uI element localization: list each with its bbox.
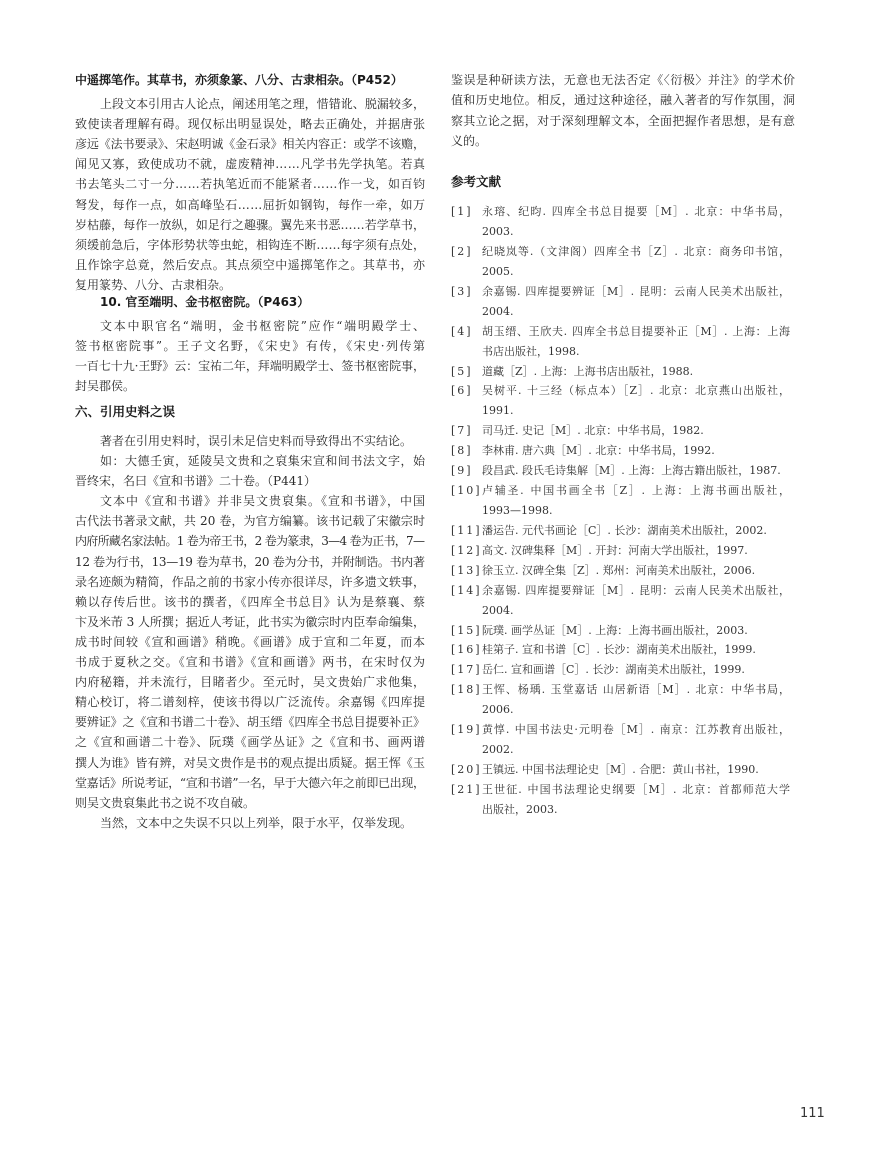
- text-line: 撰人为谁》皆有辨，对吴文贵作是书的观点提出质疑。据王恽《玉: [75, 755, 426, 770]
- text-line: 弩发，每作一点，如高峰坠石……屈折如钢钩，每作一牵，如万: [75, 197, 426, 212]
- reference-item: [451, 242, 795, 282]
- right-column: [451, 70, 795, 820]
- reference-item: [451, 461, 795, 481]
- reference-text-line: 2006.: [482, 703, 514, 717]
- reference-number: [14]: [451, 583, 482, 597]
- text-line: 闻见又寡，致使成功不就，虚废精神……凡学书先学执笔。若真: [75, 157, 426, 172]
- page-number: 111: [800, 1106, 825, 1121]
- reference-item: [451, 362, 795, 382]
- reference-number: [20]: [451, 763, 482, 776]
- text-line: 察其立论之据，对于深刻理解文本，全面把握作者思想，是有意: [451, 113, 796, 128]
- text-line: 内府所藏名家法帖。1 卷为帝王书，2 卷为篆隶，3—4 卷为正书，7—: [75, 534, 425, 549]
- reference-item: [451, 680, 795, 720]
- commentary-paragraph: [75, 94, 425, 295]
- reference-item: [451, 561, 795, 581]
- text-line: 一百七十九·王野》云：宝祐二年，拜端明殿学士、签书枢密院事，: [75, 359, 425, 374]
- conclusion-paragraph: [451, 70, 795, 151]
- text-line: 义的。: [451, 133, 488, 148]
- reference-item: [451, 202, 795, 242]
- reference-number: [12]: [451, 543, 482, 557]
- text-line: 且作馀字总竟，然后安点。其点须空中遥掷笔作之。其草书，亦: [75, 257, 426, 272]
- text-line: 彦远《法书要录》、宋赵明诚《金石录》相关内容正：或学不该赡，: [75, 137, 425, 152]
- text-line: 要辨证》之《宣和书谱二十卷》、胡玉缙《四库全书总目提要补正》: [75, 715, 425, 730]
- reference-item: [451, 441, 795, 461]
- reference-item: [451, 541, 795, 561]
- reference-text-line: 余嘉锡. 四库提要辩证［M］. 昆明：云南人民美术出版社，: [482, 583, 791, 597]
- reference-item: [451, 780, 795, 820]
- reference-text-line: 司马迁. 史记［M］. 北京：中华书局，1982.: [482, 424, 704, 438]
- quotation-paragraph: [75, 451, 425, 491]
- reference-item: [451, 381, 795, 421]
- text-line: 复用篆势、八分、古隶相杂。: [75, 277, 232, 292]
- reference-text-line: 卢辅圣. 中国书画全书［Z］. 上海：上海书画出版社，: [482, 484, 792, 498]
- reference-text-line: 2005.: [482, 264, 514, 278]
- reference-number: [3]: [451, 284, 473, 298]
- reference-text-line: 阮璞. 画学丛证［M］. 上海：上海书画出版社，2003.: [482, 623, 748, 637]
- text-line: 值和历史地位。相反，通过这种途径，融入著者的写作氛围，洞: [451, 93, 796, 108]
- reference-text-line: 1993—1998.: [482, 504, 553, 518]
- reference-number: [17]: [451, 663, 482, 677]
- text-line: 卞及米芾 3 人所撰；据近人考证，此书实为徽宗时内臣奉命编集，: [75, 614, 425, 629]
- reference-number: [13]: [451, 563, 482, 577]
- reference-item: [451, 322, 795, 362]
- reference-item: [451, 481, 795, 521]
- error-item-10: 10. 官至端明、金书枢密院。（P463）: [100, 295, 310, 310]
- reference-text-line: 胡玉缙、王欣夫. 四库全书总目提要补正［M］. 上海：上海: [482, 324, 791, 338]
- reference-text-line: 徐玉立. 汉碑全集［Z］. 郑州：河南美术出版社，2006.: [482, 563, 756, 577]
- text-line: 古代法书著录文献，共 20 卷，为官方编纂。该书记载了宋徽宗时: [75, 514, 426, 529]
- reference-number: [7]: [451, 424, 473, 438]
- text-line: 12 卷为行书，13—19 卷为草书，20 卷为分书，并附制诰。书内著: [75, 554, 425, 569]
- reference-text-line: 岳仁. 宣和画谱［C］. 长沙：湖南美术出版社，1999.: [482, 663, 745, 677]
- quoted-source-text: 中遥掷笔作。其草书，亦须象篆、八分、古隶相杂。（P452）: [75, 73, 403, 87]
- reference-number: [10]: [451, 484, 482, 498]
- reference-text-line: 李林甫. 唐六典［M］. 北京：中华书局，1992.: [482, 444, 715, 458]
- reference-number: [19]: [451, 723, 482, 737]
- reference-text-line: 道藏［Z］. 上海：上海书店出版社，1988.: [482, 364, 694, 378]
- reference-item: [451, 581, 795, 621]
- text-line: 堂嘉话》所说考证，“宣和书谱”一名，早于大德六年之前即已出现，: [75, 775, 425, 790]
- reference-number: [5]: [451, 364, 473, 378]
- reference-text-line: 永瑢、纪昀. 四库全书总目提要［M］. 北京：中华书局，: [482, 205, 792, 219]
- reference-number: [15]: [451, 623, 482, 637]
- text-line: 录名迹颇为精简，作品之前的书家小传亦很详尽，许多遗文轶事，: [75, 574, 426, 589]
- text-line: 须缓前急后，字体形势状等虫蛇，相钩连不断……每字须有点处，: [75, 237, 426, 252]
- closing-paragraph: [75, 813, 425, 833]
- reference-text-line: 出版社，2003.: [482, 802, 558, 816]
- reference-text-line: 1991.: [482, 404, 514, 418]
- text-line: 岁枯藤，每作一放纵，如足行之趣骤。翼先来书恶……若学草书，: [75, 217, 426, 232]
- commentary-paragraph: [75, 316, 425, 396]
- reference-text-line: 王世征. 中国书法理论史纲要［M］. 北京：首都师范大学: [482, 782, 792, 796]
- reference-text-line: 王镇远. 中国书法理论史［M］. 合肥：黄山书社，1990.: [482, 763, 759, 776]
- reference-text-line: 潘运告. 元代书画论［C］. 长沙：湖南美术出版社，2002.: [482, 523, 767, 537]
- reference-number: [4]: [451, 324, 473, 338]
- reference-text-line: 吴树平. 十三经（标点本）［Z］. 北京：北京燕山出版社，: [482, 384, 791, 398]
- text-line: 封吴郡侯。: [75, 379, 136, 394]
- text-line: 晋终宋，名曰《宣和书谱》二十卷。（P441）: [75, 474, 316, 489]
- reference-number: [6]: [451, 384, 473, 398]
- text-line: 上段文本引用古人论点，阐述用笔之理，惜错讹、脱漏较多，: [100, 97, 426, 112]
- text-line: 赖以存传后世。该书的撰者，《四库全书总目》认为是蔡襄、蔡: [75, 594, 426, 609]
- section-heading: 六、引用史料之误: [75, 404, 176, 419]
- text-line: 之《宣和画谱二十卷》、阮璞《画学丛证》之《宣和书、画两谱: [75, 735, 426, 750]
- text-line: 文本中职官名“端明，金书枢密院”应作“端明殿学士、: [100, 319, 427, 334]
- text-line: 鉴误是种研读方法，无意也无法否定《〈衍极〉并注》的学术价: [451, 73, 796, 87]
- reference-text-line: 王恽、杨瑀. 玉堂嘉话 山居新语［M］. 北京：中华书局，: [482, 683, 791, 697]
- reference-item: [451, 421, 795, 441]
- intro-paragraph: [75, 431, 425, 451]
- reference-number: [16]: [451, 643, 482, 657]
- reference-item: [451, 660, 795, 680]
- reference-text-line: 2004.: [482, 603, 514, 617]
- reference-number: [1]: [451, 205, 473, 219]
- text-line: 书成于夏秋之交。《宣和书谱》《宣和画谱》两书，在宋时仅为: [75, 655, 426, 670]
- reference-item: [451, 720, 795, 760]
- reference-text-line: 2004.: [482, 304, 514, 318]
- text-line: 致使读者理解有碍。现仅标出明显误处，略去正确处，并据唐张: [75, 117, 426, 132]
- reference-number: [21]: [451, 782, 482, 796]
- reference-text-line: 书店出版社，1998.: [482, 344, 580, 358]
- text-line: 当然，文本中之失误不只以上列举，限于水平，仅举发现。: [100, 815, 413, 830]
- commentary-paragraph: [75, 491, 425, 813]
- reference-list: [451, 202, 795, 820]
- reference-text-line: 段昌武. 段氏毛诗集解［M］. 上海：上海古籍出版社，1987.: [482, 464, 781, 478]
- reference-number: [8]: [451, 444, 473, 458]
- reference-item: [451, 640, 795, 660]
- references-heading: 参考文献: [451, 174, 502, 190]
- reference-text-line: 2002.: [482, 743, 514, 757]
- reference-text-line: 2003.: [482, 225, 514, 239]
- reference-item: [451, 621, 795, 641]
- text-line: 著者在引用史料时，误引未足信史料而导致得出不实结论。: [100, 434, 413, 448]
- text-line: 书去笔头二寸一分……若执笔近而不能紧者……作一戈，如百钧: [75, 177, 426, 192]
- left-column: [75, 70, 425, 833]
- text-line: 如：大德壬寅，延陵吴文贵和之裒集宋宣和间书法文字，始: [100, 454, 426, 469]
- reference-number: [18]: [451, 683, 482, 697]
- reference-number: [2]: [451, 245, 473, 259]
- reference-item: [451, 282, 795, 322]
- text-line: 签书枢密院事”。王子文名野，《宋史》有传，《宋史·列传第: [75, 339, 427, 354]
- reference-text-line: 纪晓岚等.（文津阁）四库全书［Z］. 北京：商务印书馆，: [482, 245, 791, 259]
- reference-number: [11]: [451, 523, 482, 537]
- text-line: 则吴文贵裒集此书之说不攻自破。: [75, 795, 256, 810]
- reference-item: [451, 521, 795, 541]
- reference-item: [451, 760, 795, 780]
- reference-text-line: 桂第子. 宣和书谱［C］. 长沙：湖南美术出版社，1999.: [482, 643, 756, 657]
- reference-number: [9]: [451, 464, 473, 478]
- text-line: 成书时间较《宣和画谱》稍晚。《画谱》成于宣和二年夏，而本: [75, 634, 426, 649]
- reference-text-line: 高文. 汉碑集释［M］. 开封：河南大学出版社，1997.: [482, 543, 748, 557]
- reference-text-line: 余嘉锡. 四库提要辨证［M］. 昆明：云南人民美术出版社，: [482, 284, 791, 298]
- text-line: 精心校订，将二谱刻梓，使该书得以广泛流传。余嘉锡《四库提: [75, 695, 426, 710]
- text-line: 文本中《宣和书谱》并非吴文贵裒集。《宣和书谱》，中国: [100, 494, 426, 509]
- reference-text-line: 黄惇. 中国书法史·元明卷［M］. 南京：江苏教育出版社，: [482, 723, 791, 737]
- text-line: 内府秘籍，并未流行，目睹者少。至元时，吴文贵始广求他集，: [75, 675, 426, 690]
